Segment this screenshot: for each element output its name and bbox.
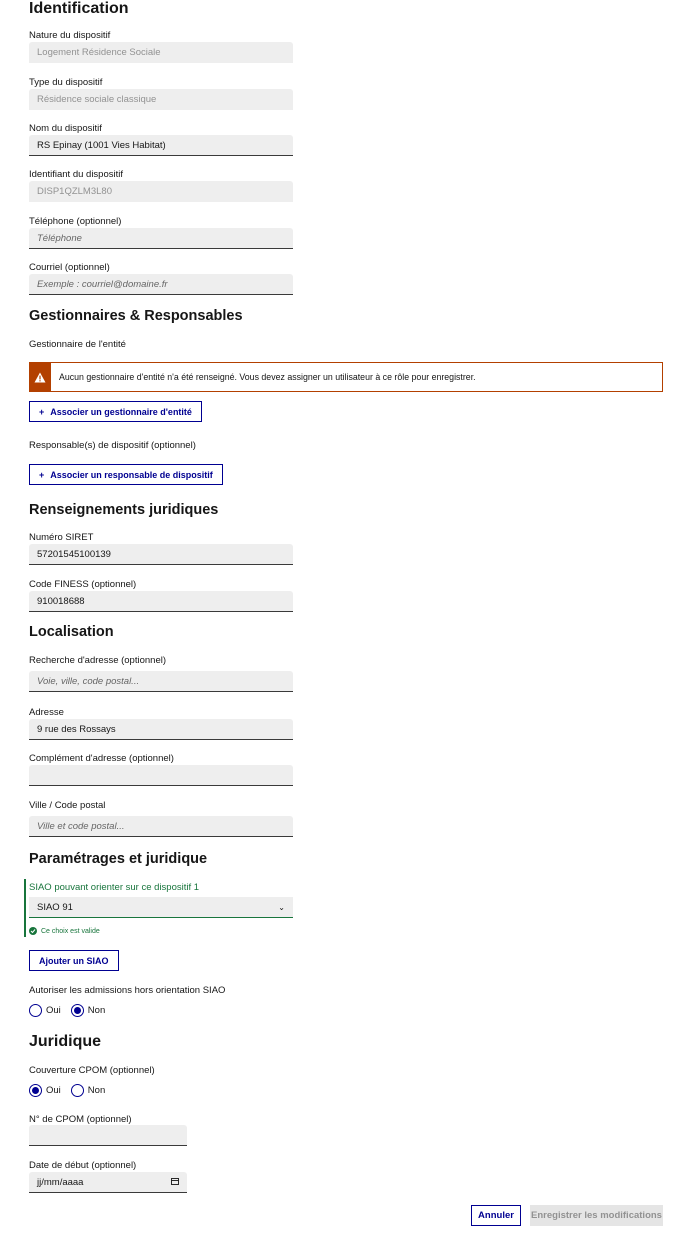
cancel-button[interactable]: Annuler bbox=[471, 1205, 521, 1226]
section-title-gestionnaires: Gestionnaires & Responsables bbox=[29, 308, 243, 324]
nom-field[interactable]: RS Epinay (1001 Vies Habitat) bbox=[29, 135, 293, 156]
add-responsable-button[interactable] bbox=[29, 464, 223, 485]
add-responsable-label: Associer un responsable de dispositif bbox=[50, 469, 213, 480]
add-siao-label: Ajouter un SIAO bbox=[39, 955, 109, 966]
valid-message-text: Ce choix est valide bbox=[41, 927, 100, 935]
identifiant-label: Identifiant du dispositif bbox=[29, 169, 124, 180]
admissions-radio-group bbox=[29, 1004, 105, 1017]
siret-field[interactable]: 57201545100139 bbox=[29, 544, 293, 565]
valid-message bbox=[29, 927, 100, 935]
radio-selected-dot bbox=[74, 1007, 81, 1014]
nom-label: Nom du dispositif bbox=[29, 123, 102, 134]
gestionnaire-label: Gestionnaire de l'entité bbox=[29, 339, 126, 350]
admissions-non-label: Non bbox=[87, 1005, 106, 1016]
siao-label: SIAO pouvant orienter sur ce dispositif 1 bbox=[29, 882, 200, 893]
courriel-field[interactable]: Exemple : courriel@domaine.fr bbox=[29, 274, 293, 295]
admissions-oui-radio[interactable] bbox=[29, 1004, 42, 1017]
warning-icon bbox=[29, 362, 51, 392]
add-gestionnaire-label: Associer un gestionnaire d'entité bbox=[50, 406, 192, 417]
nature-label: Nature du dispositif bbox=[29, 30, 111, 41]
admissions-label: Autoriser les admissions hors orientation SIAO bbox=[29, 985, 226, 996]
cpom-non-label: Non bbox=[87, 1085, 106, 1096]
calendar-icon[interactable] bbox=[171, 1177, 179, 1188]
save-button[interactable]: Enregistrer les modifications bbox=[530, 1205, 663, 1226]
add-gestionnaire-button[interactable] bbox=[29, 401, 202, 422]
warning-alert bbox=[29, 362, 663, 392]
valid-indicator-bar bbox=[24, 879, 26, 937]
courriel-label: Courriel (optionnel) bbox=[29, 262, 110, 273]
date-debut-label: Date de début (optionnel) bbox=[29, 1160, 137, 1171]
section-title-juridique: Juridique bbox=[29, 1033, 102, 1050]
cpom-label: Couverture CPOM (optionnel) bbox=[29, 1065, 155, 1076]
identifiant-field: DISP1QZLM3L80 bbox=[29, 181, 293, 202]
numero-cpom-field[interactable] bbox=[29, 1125, 187, 1146]
cpom-non-radio[interactable] bbox=[71, 1084, 84, 1097]
recherche-field[interactable]: Voie, ville, code postal... bbox=[29, 671, 293, 692]
siret-label: Numéro SIRET bbox=[29, 532, 94, 543]
chevron-down-icon: ⌄ bbox=[278, 902, 285, 912]
ville-label: Ville / Code postal bbox=[29, 800, 106, 811]
date-debut-field[interactable] bbox=[29, 1172, 187, 1193]
type-field: Résidence sociale classique bbox=[29, 89, 293, 110]
type-label: Type du dispositif bbox=[29, 77, 103, 88]
add-siao-button[interactable] bbox=[29, 950, 119, 971]
section-title-identification: Identification bbox=[29, 0, 129, 17]
admissions-non-radio[interactable] bbox=[71, 1004, 84, 1017]
siao-select-value: SIAO 91 bbox=[37, 901, 73, 913]
cpom-radio-group bbox=[29, 1084, 105, 1097]
recherche-label: Recherche d'adresse (optionnel) bbox=[29, 655, 167, 666]
finess-label: Code FINESS (optionnel) bbox=[29, 579, 137, 590]
complement-label: Complément d'adresse (optionnel) bbox=[29, 753, 174, 764]
adresse-field[interactable]: 9 rue des Rossays bbox=[29, 719, 293, 740]
plus-icon: + bbox=[39, 406, 45, 417]
date-debut-value: jj/mm/aaaa bbox=[37, 1176, 84, 1188]
cpom-oui-radio[interactable] bbox=[29, 1084, 42, 1097]
responsable-label: Responsable(s) de dispositif (optionnel) bbox=[29, 440, 196, 451]
telephone-label: Téléphone (optionnel) bbox=[29, 216, 122, 227]
cpom-oui-label: Oui bbox=[46, 1085, 61, 1096]
ville-field[interactable]: Ville et code postal... bbox=[29, 816, 293, 837]
finess-field[interactable]: 910018688 bbox=[29, 591, 293, 612]
section-title-localisation: Localisation bbox=[29, 624, 114, 640]
admissions-oui-label: Oui bbox=[46, 1005, 61, 1016]
siao-select[interactable] bbox=[29, 897, 293, 918]
adresse-label: Adresse bbox=[29, 707, 64, 718]
check-circle-icon bbox=[29, 927, 37, 935]
plus-icon: + bbox=[39, 469, 45, 480]
telephone-field[interactable]: Téléphone bbox=[29, 228, 293, 249]
complement-field[interactable] bbox=[29, 765, 293, 786]
warning-alert-text: Aucun gestionnaire d'entité n'a été renseigné. Vous devez assigner un utilisateur à ce rôle pour enregistrer. bbox=[59, 372, 476, 382]
radio-selected-dot bbox=[32, 1087, 39, 1094]
section-title-juridiques: Renseignements juridiques bbox=[29, 502, 219, 518]
section-title-parametrages: Paramétrages et juridique bbox=[29, 851, 208, 867]
nature-field: Logement Résidence Sociale bbox=[29, 42, 293, 63]
numero-cpom-label: N° de CPOM (optionnel) bbox=[29, 1114, 132, 1125]
